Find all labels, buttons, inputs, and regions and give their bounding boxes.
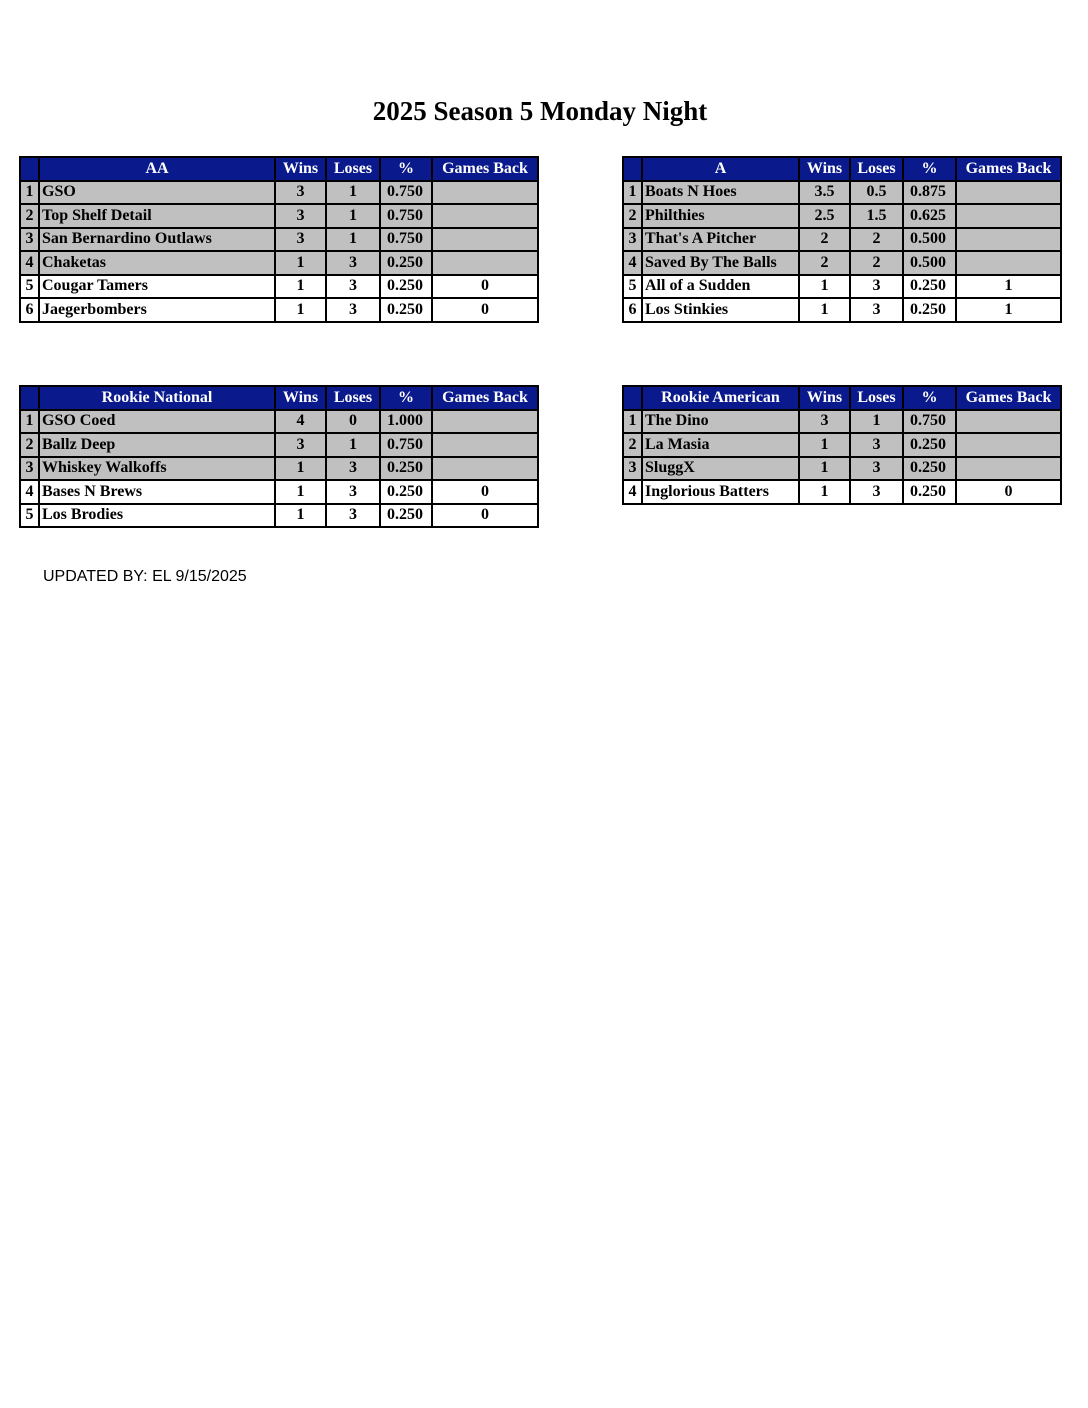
loses-cell: 1	[326, 433, 380, 457]
rank-cell: 3	[623, 457, 642, 481]
table-row	[623, 298, 1061, 322]
wins-cell: 1	[275, 251, 326, 275]
games-back-cell	[956, 251, 1061, 275]
wins-cell: 1	[799, 275, 850, 299]
rank-cell: 5	[20, 275, 39, 299]
wins-cell: 1	[275, 480, 326, 504]
rank-cell: 4	[623, 480, 642, 504]
loses-header: Loses	[326, 157, 380, 181]
pct-cell: 0.250	[380, 504, 432, 528]
loses-cell: 3	[326, 275, 380, 299]
games-back-cell	[956, 410, 1061, 434]
table-header-row	[20, 157, 538, 181]
loses-cell: 3	[326, 298, 380, 322]
loses-header: Loses	[850, 386, 903, 410]
rank-cell: 2	[20, 433, 39, 457]
wins-header: Wins	[799, 157, 850, 181]
updated-by-note: UPDATED BY: EL 9/15/2025	[43, 568, 247, 585]
rank-cell: 6	[623, 298, 642, 322]
table-header-row	[623, 157, 1061, 181]
rank-cell: 3	[20, 228, 39, 252]
team-cell: GSO Coed	[39, 410, 275, 434]
loses-cell: 3	[850, 480, 903, 504]
pct-cell: 0.500	[903, 228, 956, 252]
loses-cell: 1	[326, 204, 380, 228]
table-row	[623, 181, 1061, 205]
loses-cell: 1	[326, 181, 380, 205]
games-back-cell: 0	[432, 504, 538, 528]
loses-cell: 0.5	[850, 181, 903, 205]
team-cell: Cougar Tamers	[39, 275, 275, 299]
team-cell: Philthies	[642, 204, 799, 228]
games-back-cell	[956, 228, 1061, 252]
team-cell: La Masia	[642, 433, 799, 457]
loses-header: Loses	[850, 157, 903, 181]
table-row	[623, 457, 1061, 481]
rank-cell: 3	[623, 228, 642, 252]
loses-cell: 3	[326, 251, 380, 275]
loses-cell: 1	[326, 228, 380, 252]
games-back-cell: 0	[956, 480, 1061, 504]
wins-cell: 1	[799, 480, 850, 504]
wins-cell: 1	[275, 504, 326, 528]
team-cell: Boats N Hoes	[642, 181, 799, 205]
wins-header: Wins	[799, 386, 850, 410]
games-back-cell	[432, 251, 538, 275]
games-back-cell	[432, 457, 538, 481]
page-title: 2025 Season 5 Monday Night	[372, 96, 708, 126]
rank-cell: 1	[623, 181, 642, 205]
games-back-cell	[432, 410, 538, 434]
team-cell: Jaegerbombers	[39, 298, 275, 322]
table-row	[20, 433, 538, 457]
team-cell: San Bernardino Outlaws	[39, 228, 275, 252]
loses-cell: 3	[850, 457, 903, 481]
games-back-cell	[956, 457, 1061, 481]
team-cell: SluggX	[642, 457, 799, 481]
games-back-header: Games Back	[956, 157, 1061, 181]
rank-header	[20, 386, 39, 410]
rank-header	[623, 386, 642, 410]
team-cell: Top Shelf Detail	[39, 204, 275, 228]
games-back-cell: 1	[956, 298, 1061, 322]
team-cell: Bases N Brews	[39, 480, 275, 504]
pct-cell: 0.250	[380, 480, 432, 504]
pct-cell: 0.250	[380, 298, 432, 322]
games-back-header: Games Back	[432, 386, 538, 410]
pct-cell: 0.625	[903, 204, 956, 228]
table-row	[20, 298, 538, 322]
rank-cell: 5	[20, 504, 39, 528]
rank-cell: 4	[623, 251, 642, 275]
table-row	[623, 228, 1061, 252]
rank-cell: 3	[20, 457, 39, 481]
table-row	[20, 251, 538, 275]
wins-cell: 2	[799, 228, 850, 252]
wins-cell: 1	[275, 298, 326, 322]
pct-cell: 0.750	[380, 433, 432, 457]
table-row	[623, 275, 1061, 299]
wins-cell: 3.5	[799, 181, 850, 205]
pct-header: %	[380, 386, 432, 410]
wins-header: Wins	[275, 157, 326, 181]
wins-cell: 3	[275, 204, 326, 228]
rank-cell: 1	[20, 181, 39, 205]
rank-cell: 4	[20, 480, 39, 504]
games-back-cell	[956, 204, 1061, 228]
games-back-cell: 1	[956, 275, 1061, 299]
team-cell: That's A Pitcher	[642, 228, 799, 252]
rank-cell: 1	[623, 410, 642, 434]
loses-cell: 3	[326, 504, 380, 528]
games-back-cell	[432, 181, 538, 205]
loses-cell: 1.5	[850, 204, 903, 228]
wins-cell: 1	[799, 433, 850, 457]
pct-cell: 0.500	[903, 251, 956, 275]
loses-cell: 3	[850, 298, 903, 322]
pct-header: %	[903, 386, 956, 410]
standings-table-aa	[19, 156, 539, 323]
pct-cell: 0.250	[903, 457, 956, 481]
pct-header: %	[380, 157, 432, 181]
team-cell: The Dino	[642, 410, 799, 434]
games-back-header: Games Back	[956, 386, 1061, 410]
standings-table-a	[622, 156, 1062, 323]
division-name: AA	[39, 157, 275, 181]
games-back-cell: 0	[432, 298, 538, 322]
table-row	[623, 410, 1061, 434]
division-name: Rookie National	[39, 386, 275, 410]
loses-cell: 1	[850, 410, 903, 434]
games-back-cell: 0	[432, 480, 538, 504]
pct-cell: 0.250	[903, 298, 956, 322]
pct-cell: 0.750	[903, 410, 956, 434]
rank-cell: 5	[623, 275, 642, 299]
table-header-row	[623, 386, 1061, 410]
rank-header	[623, 157, 642, 181]
loses-cell: 3	[326, 457, 380, 481]
table-row	[20, 457, 538, 481]
rank-cell: 2	[623, 433, 642, 457]
table-row	[20, 181, 538, 205]
team-cell: All of a Sudden	[642, 275, 799, 299]
pct-cell: 0.250	[903, 275, 956, 299]
team-cell: Whiskey Walkoffs	[39, 457, 275, 481]
team-cell: Saved By The Balls	[642, 251, 799, 275]
rank-header	[20, 157, 39, 181]
pct-cell: 0.875	[903, 181, 956, 205]
rank-cell: 6	[20, 298, 39, 322]
pct-cell: 0.250	[380, 457, 432, 481]
pct-cell: 0.750	[380, 204, 432, 228]
games-back-cell	[956, 433, 1061, 457]
wins-cell: 1	[799, 298, 850, 322]
wins-cell: 2	[799, 251, 850, 275]
pct-header: %	[903, 157, 956, 181]
wins-cell: 3	[799, 410, 850, 434]
loses-cell: 3	[850, 433, 903, 457]
pct-cell: 1.000	[380, 410, 432, 434]
games-back-header: Games Back	[432, 157, 538, 181]
loses-cell: 3	[850, 275, 903, 299]
table-row	[623, 204, 1061, 228]
rank-cell: 1	[20, 410, 39, 434]
pct-cell: 0.250	[903, 433, 956, 457]
wins-cell: 4	[275, 410, 326, 434]
loses-header: Loses	[326, 386, 380, 410]
wins-cell: 1	[799, 457, 850, 481]
table-row	[623, 251, 1061, 275]
games-back-cell	[432, 204, 538, 228]
wins-cell: 2.5	[799, 204, 850, 228]
pct-cell: 0.750	[380, 228, 432, 252]
table-row	[20, 275, 538, 299]
games-back-cell	[432, 433, 538, 457]
loses-cell: 0	[326, 410, 380, 434]
pct-cell: 0.250	[903, 480, 956, 504]
table-row	[20, 204, 538, 228]
standings-table-rookie-american	[622, 385, 1062, 505]
wins-cell: 1	[275, 275, 326, 299]
table-row	[20, 410, 538, 434]
table-row	[20, 480, 538, 504]
table-row	[20, 228, 538, 252]
rank-cell: 2	[623, 204, 642, 228]
table-header-row	[20, 386, 538, 410]
wins-cell: 1	[275, 457, 326, 481]
division-name: Rookie American	[642, 386, 799, 410]
team-cell: GSO	[39, 181, 275, 205]
team-cell: Chaketas	[39, 251, 275, 275]
team-cell: Los Brodies	[39, 504, 275, 528]
rank-cell: 4	[20, 251, 39, 275]
pct-cell: 0.750	[380, 181, 432, 205]
pct-cell: 0.250	[380, 251, 432, 275]
table-row	[623, 433, 1061, 457]
division-name: A	[642, 157, 799, 181]
loses-cell: 3	[326, 480, 380, 504]
wins-cell: 3	[275, 433, 326, 457]
team-cell: Los Stinkies	[642, 298, 799, 322]
rank-cell: 2	[20, 204, 39, 228]
table-row	[623, 480, 1061, 504]
wins-cell: 3	[275, 228, 326, 252]
loses-cell: 2	[850, 228, 903, 252]
loses-cell: 2	[850, 251, 903, 275]
table-row	[20, 504, 538, 528]
pct-cell: 0.250	[380, 275, 432, 299]
wins-cell: 3	[275, 181, 326, 205]
games-back-cell	[956, 181, 1061, 205]
standings-table-rookie-national	[19, 385, 539, 528]
team-cell: Ballz Deep	[39, 433, 275, 457]
games-back-cell	[432, 228, 538, 252]
games-back-cell: 0	[432, 275, 538, 299]
wins-header: Wins	[275, 386, 326, 410]
team-cell: Inglorious Batters	[642, 480, 799, 504]
